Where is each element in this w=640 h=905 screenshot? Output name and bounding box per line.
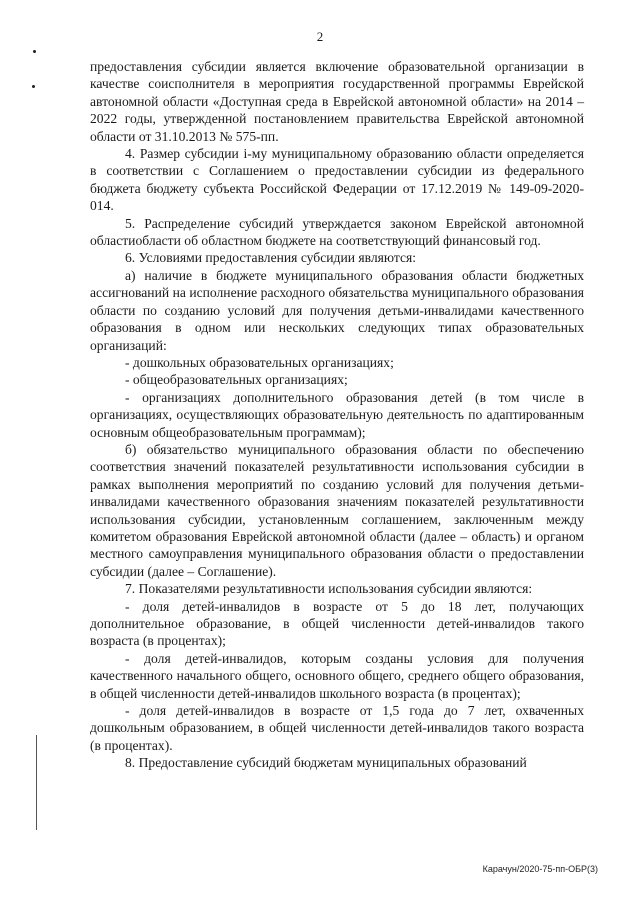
document-body [90,58,584,772]
list-item: - доля детей-инвалидов, которым созданы условия для получения качественного начального общего, основного общего, среднего общего образования, в общей численности детей-инвалидов школьного возраста (в процентах); [90,650,584,701]
paragraph-6b: б) обязательство муниципального образования области по обеспечению соответствия значений показателей результативности использования субсидии в рамках выполнения мероприятий по созданию условий для получения детьми-инвалидами качественного образования значениям показателей результативности использования субсидии, установленным соглашением, заключенным между комитетом образования Еврейской автономной области (далее – область) и органом местного самоуправления муниципального образования области о предоставлении субсидии (далее – Соглашение). [90,441,584,579]
list-item: - доля детей-инвалидов в возрасте от 1,5 года до 7 лет, охваченных дошкольным образованием, в общей численности детей-инвалидов такого возраста (в процентах). [90,703,584,753]
scan-margin-line [36,735,37,830]
paragraph-5: 5. Распределение субсидий утверждается законом Еврейской автономной областиобласти об областном бюджете на соответствующий финансовый год. [90,215,584,249]
page-number: 2 [316,29,324,44]
paragraph-6: 6. Условиями предоставления субсидии являются: [125,250,417,266]
paragraph-8: 8. Предоставление субсидий бюджетам муниципальных образований [125,755,527,771]
footer-document-code: Карачун/2020-75-пп-ОБР(3) [482,864,598,874]
list-item: - общеобразовательных организациях; [125,372,348,388]
paragraph-1: предоставления субсидии является включение образовательной организации в качестве соисполнителя в мероприятия государственной программы Еврейской автономной области «Доступная среда в Еврейской автономной области» на 2014 – 2022 годы, утвержденной постановлением правительства Еврейской автономной области от 31.10.2013 № 575-пп. [90,59,584,144]
scan-dot [32,85,35,88]
list-item: - организациях дополнительного образования детей (в том числе в организациях, осуществляющих образовательную деятельность по адаптированным основным общеобразовательным программам); [90,389,584,440]
list-item: - дошкольных образовательных организациях; [125,354,394,370]
paragraph-7: 7. Показателями результативности использования субсидии являются: [125,581,533,597]
scan-dot [33,50,36,53]
paragraph-6a: а) наличие в бюджете муниципального образования области бюджетных ассигнований на исполнение расходного обязательства муниципального образования области по созданию условий для получения детьми-инвалидами качественного образования в одном или нескольких следующих типах образовательных организаций: [90,267,584,353]
paragraph-4: 4. Размер субсидии i-му муниципальному образованию области определяется в соответствии с Соглашением о предоставлении субсидии из федерального бюджета бюджету субъекта Российской Федерации от 17.12.2019 № 149-09-2020-014. [90,146,584,214]
list-item: - доля детей-инвалидов в возрасте от 5 до 18 лет, получающих дополнительное образование, в общей численности детей-инвалидов такого возраста (в процентах); [90,598,584,649]
